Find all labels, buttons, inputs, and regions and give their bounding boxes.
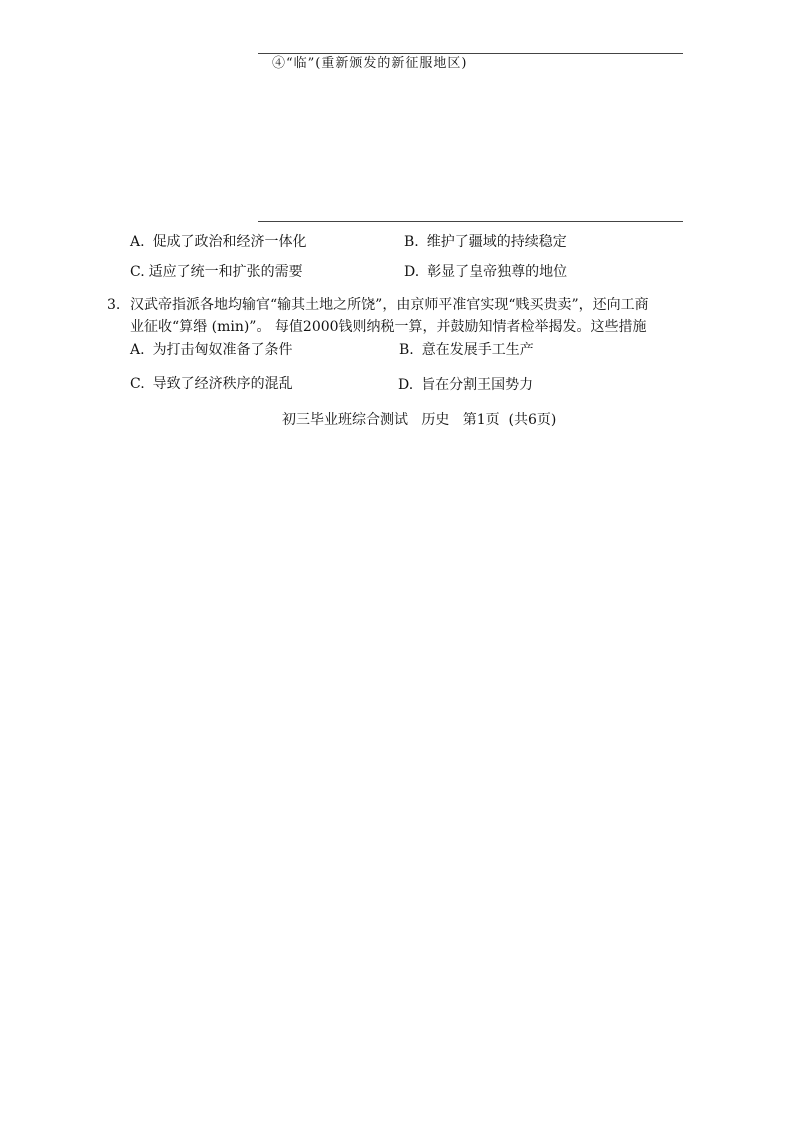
table-top-rule xyxy=(258,53,683,54)
option-text: 意在发展手工生产 xyxy=(421,342,534,358)
option-2d xyxy=(404,263,567,281)
option-text: 彰显了皇帝独尊的地位 xyxy=(427,264,568,280)
option-2a xyxy=(130,233,307,251)
question-3-line-1: 汉武帝指派各地均输官“输其土地之所饶”，由京师平准官实现“贱买贵卖”，还向工商 xyxy=(130,297,649,313)
option-label: B. xyxy=(404,234,419,250)
option-text: 促成了政治和经济一体化 xyxy=(152,234,307,250)
page-footer: 初三毕业班综合测试 历史 第1页 (共6页) xyxy=(282,412,557,428)
option-3c xyxy=(130,375,293,393)
option-text: 适应了统一和扩张的需要 xyxy=(148,264,303,280)
option-label: B. xyxy=(399,342,414,358)
option-text: 维护了疆域的持续稳定 xyxy=(426,234,567,250)
option-label: D. xyxy=(398,377,414,393)
option-text: 为打击匈奴准备了条件 xyxy=(152,342,293,358)
option-label: C. xyxy=(130,264,145,280)
option-2c xyxy=(130,263,303,281)
option-text: 导致了经济秩序的混乱 xyxy=(152,376,293,392)
option-3a xyxy=(130,341,293,359)
option-text: 旨在分割王国势力 xyxy=(421,377,534,393)
question-3-number: 3. xyxy=(107,297,121,313)
option-3b xyxy=(399,341,534,359)
option-2b xyxy=(404,233,567,251)
option-label: D. xyxy=(404,264,420,280)
question-3-line-2: 业征收“算缗 (min)”。 每值2000钱则纳税一算，并鼓励知情者检举揭发。这些措施 xyxy=(130,319,647,335)
option-label: C. xyxy=(130,376,145,392)
table-bottom-rule xyxy=(258,221,683,222)
table-note: ④“临”(重新颁发的新征服地区) xyxy=(272,56,468,71)
option-3d xyxy=(398,376,533,394)
option-label: A. xyxy=(130,342,145,358)
option-label: A. xyxy=(130,234,145,250)
